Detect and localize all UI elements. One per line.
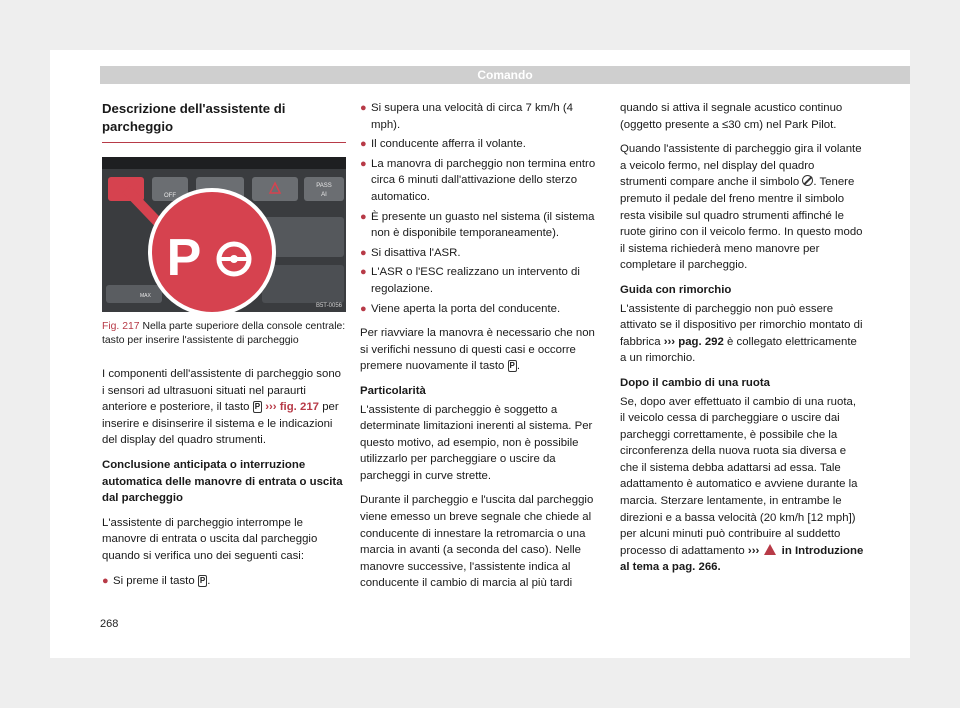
bullet-icon: ●: [360, 157, 367, 170]
resume-paragraph: Per riavviare la manovra è necessario che non si verifichi nessuno di questi casi e occorre premere nuovamente il tasto P .: [360, 327, 595, 373]
list-item: ● Il conducente afferra il volante.: [360, 136, 604, 153]
figure-code: B5T-0056: [315, 303, 342, 309]
big-p-symbol: P: [166, 229, 202, 287]
list-item: ● Si preme il tasto P .: [102, 573, 346, 590]
column-3: [620, 100, 864, 584]
bullet-icon: ●: [360, 266, 367, 279]
max-label: MAX: [140, 293, 151, 299]
subheading-rimorchio: Guida con rimorchio: [620, 283, 732, 296]
figure-217: [102, 157, 346, 312]
ai-label: AI: [321, 192, 327, 198]
figure-label: Fig. 217: [102, 321, 140, 332]
manual-page: [50, 50, 910, 658]
bullet-icon: ●: [360, 210, 367, 223]
intro-text-end: per inserire e disinserire il sistema e le indicazioni del display del quadro strumenti.: [102, 401, 339, 447]
list-item: ● Si supera una velocità di circa 7 km/h (4 mph).: [360, 100, 604, 133]
title-rule: [102, 142, 346, 143]
figure-caption: [102, 320, 346, 348]
particolarita-paragraph-1: L'assistente di parcheggio è soggetto a determinate limitazioni inerenti al sistema. Per questo motivo, ad esempio, non è possibile utilizzarlo per parcheggiare o uscire da parcheggi in curve strette.: [360, 403, 593, 482]
list-item: ● Viene aperta la porta del conducente.: [360, 301, 604, 318]
bullet-icon: ●: [360, 246, 367, 259]
subheading-interruzione: Conclusione anticipata o interruzione automatica delle manovre di entrata o uscita dal parcheggio: [102, 458, 343, 505]
page-header: [100, 66, 910, 84]
list-item: ● L'ASR o l'ESC realizzano un intervento di regolazione.: [360, 264, 604, 297]
intro-paragraph: [102, 366, 346, 449]
park-pilot-paragraph: quando si attiva il segnale acustico continuo (oggetto presente a ≤30 cm) nel Park Pilot.: [620, 102, 843, 131]
figure-caption-text: Nella parte superiore della console centrale: tasto per inserire l'assistente di parcheggio: [102, 321, 346, 346]
subheading-particolarita: Particolarità: [360, 384, 426, 397]
bullet-icon: ●: [360, 102, 367, 114]
warning-icon: [764, 544, 776, 555]
page-ref-link[interactable]: ››› pag. 292: [663, 335, 724, 348]
pass-label: PASS: [316, 183, 332, 189]
fig-ref-link[interactable]: ››› fig. 217: [265, 401, 320, 414]
symbol-paragraph: Quando l'assistente di parcheggio gira il volante a veicolo fermo, nel display del quadro strumenti compare anche il simbolo . Tenere premuto il pedale del freno mentre il simbolo resta visibile sul quadro strumenti affinché le ruote girino con il veicolo fermo. In questo modo il sistema richiederà meno manovre per completare il parcheggio.: [620, 143, 863, 272]
steering-symbol-icon: [802, 175, 813, 186]
off-label: OFF: [164, 193, 176, 199]
subheading-ruota: Dopo il cambio di una ruota: [620, 376, 770, 389]
section-title: Descrizione dell'assistente di parcheggio: [102, 101, 286, 134]
ruota-paragraph: Se, dopo aver effettuato il cambio di una ruota, il veicolo cessa di parcheggiare o uscire dai parcheggi correttamente, è possibile che la circonferenza della nuova ruota sia diversa e che il sistema debba adattarsi ad essa. Tale adattamento è automatico e avviene durante la marcia. Sterzare lentamente, in entrambe le direzioni e a bassa velocità (20 km/h [12 mph]) per alcuni minuti può contribuire al suddetto processo di adattamento ››› in Introduzione al tema a pag. 266.: [620, 395, 864, 574]
header-title: Comando: [477, 68, 533, 82]
park-button-icon: P: [509, 361, 515, 371]
warning-ref-link[interactable]: ›››: [747, 544, 760, 557]
particolarita-paragraph-2: Durante il parcheggio e l'uscita dal parcheggio viene emesso un breve segnale che chiede al conducente di innestare la retromarcia o una marcia in avanti (a seconda del caso). Nelle manovre successive, l'assistente indica al conducente il cambio di marcia al più tardi: [360, 494, 594, 590]
console-illustration: [102, 157, 346, 312]
bullet-icon: ●: [360, 138, 367, 151]
list-item: ● Si disattiva l'ASR.: [360, 245, 604, 262]
column-1: [102, 100, 346, 592]
list-item: ● La manovra di parcheggio non termina entro circa 6 minuti dall'attivazione dello sterzo automatico.: [360, 156, 604, 206]
bullet-icon: ●: [102, 574, 109, 587]
park-button-icon: P: [254, 402, 261, 412]
bullet-icon: ●: [360, 302, 367, 315]
page-number: 268: [100, 618, 119, 630]
intro-text: I componenti dell'assistente di parcheggio sono i sensori ad ultrasuoni situati nel paraurti anteriore e posteriore, il tasto: [102, 368, 341, 414]
rimorchio-paragraph: L'assistente di parcheggio non può essere attivato se il dispositivo per rimorchio montato di fabbrica ››› pag. 292 è collegato elettricamente a un rimorchio.: [620, 302, 863, 365]
park-button-icon: P: [199, 575, 206, 585]
list-item: ● È presente un guasto nel sistema (il sistema non è disponibile temporaneamente).: [360, 209, 604, 242]
interruzione-paragraph: L'assistente di parcheggio interrompe le manovre di entrata o uscita dal parcheggio quando si verifica uno dei seguenti casi:: [102, 516, 318, 562]
column-2: [360, 100, 604, 600]
